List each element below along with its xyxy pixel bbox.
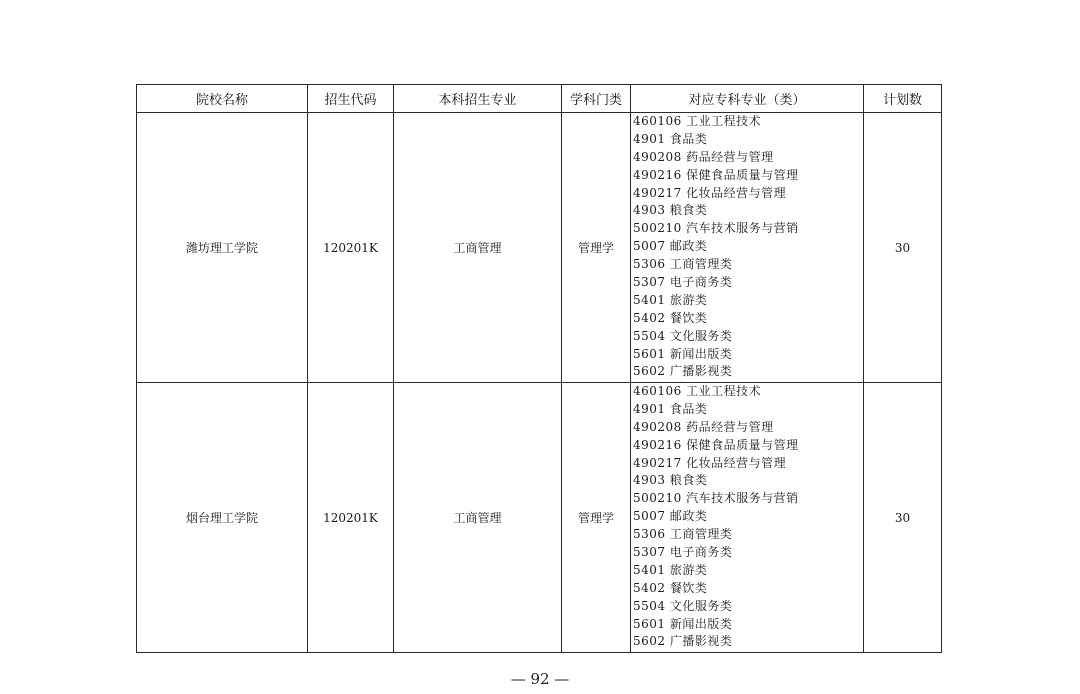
header-plan: 计划数 — [864, 85, 942, 113]
related-major-item: 4903 粮食类 — [633, 473, 708, 488]
enrollment-table — [136, 84, 942, 653]
related-major-item: 4901 食品类 — [633, 131, 708, 146]
related-major-item: 460106 工业工程技术 — [633, 114, 762, 128]
table-row — [137, 113, 942, 383]
related-major-item: 490208 药品经营与管理 — [633, 419, 774, 434]
related-major-item: 5401 旅游类 — [633, 292, 708, 307]
related-major-item: 5306 工商管理类 — [633, 527, 733, 542]
related-major-item: 5402 餐饮类 — [633, 310, 708, 325]
cell-plan: 30 — [864, 113, 942, 383]
table-row — [137, 383, 942, 653]
cell-category: 管理学 — [562, 383, 631, 653]
related-major-item: 5602 广播影视类 — [633, 634, 733, 649]
related-major-item: 490216 保健食品质量与管理 — [633, 167, 799, 182]
related-major-item: 5504 文化服务类 — [633, 598, 733, 613]
related-major-item: 5602 广播影视类 — [633, 364, 733, 379]
related-major-item: 490208 药品经营与管理 — [633, 149, 774, 164]
cell-code: 120201K — [308, 383, 394, 653]
related-major-item: 490217 化妆品经营与管理 — [633, 455, 787, 470]
cell-category: 管理学 — [562, 113, 631, 383]
related-major-item: 500210 汽车技术服务与营销 — [633, 221, 799, 236]
header-category: 学科门类 — [562, 85, 631, 113]
header-school: 院校名称 — [137, 85, 308, 113]
cell-plan: 30 — [864, 383, 942, 653]
related-major-item: 5402 餐饮类 — [633, 580, 708, 595]
related-major-item: 460106 工业工程技术 — [633, 384, 762, 398]
related-major-item: 4903 粮食类 — [633, 203, 708, 218]
related-major-item: 5007 邮政类 — [633, 239, 708, 254]
header-code: 招生代码 — [308, 85, 394, 113]
cell-code: 120201K — [308, 113, 394, 383]
cell-major: 工商管理 — [394, 383, 562, 653]
page-number: — 92 — — [510, 670, 570, 688]
header-major: 本科招生专业 — [394, 85, 562, 113]
cell-related-majors — [631, 383, 864, 653]
related-major-item: 490217 化妆品经营与管理 — [633, 185, 787, 200]
header-related-majors: 对应专科专业（类） — [631, 85, 864, 113]
related-major-item: 5307 电子商务类 — [633, 545, 733, 560]
related-major-item: 5307 电子商务类 — [633, 275, 733, 290]
related-major-item: 5504 文化服务类 — [633, 328, 733, 343]
cell-major: 工商管理 — [394, 113, 562, 383]
related-major-item: 5306 工商管理类 — [633, 257, 733, 272]
related-major-item: 500210 汽车技术服务与营销 — [633, 491, 799, 506]
related-major-item: 5401 旅游类 — [633, 562, 708, 577]
related-major-item: 5601 新闻出版类 — [633, 616, 733, 631]
cell-school: 潍坊理工学院 — [137, 113, 308, 383]
related-major-item: 5007 邮政类 — [633, 509, 708, 524]
table-header-row — [137, 85, 942, 113]
related-major-item: 4901 食品类 — [633, 401, 708, 416]
cell-school: 烟台理工学院 — [137, 383, 308, 653]
related-major-item: 490216 保健食品质量与管理 — [633, 437, 799, 452]
related-major-item: 5601 新闻出版类 — [633, 346, 733, 361]
cell-related-majors — [631, 113, 864, 383]
